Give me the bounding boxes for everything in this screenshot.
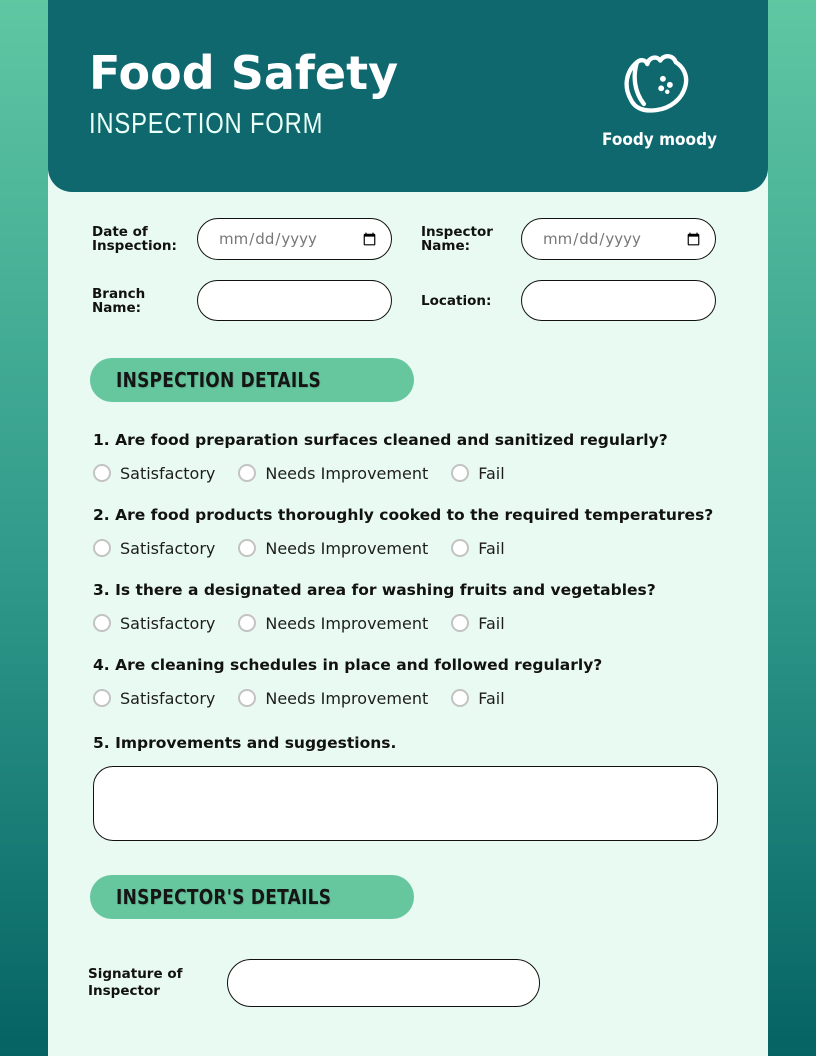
option-fail[interactable]: [451, 464, 504, 483]
section-inspectors-details: [90, 875, 414, 919]
option-fail[interactable]: [451, 689, 504, 708]
option-satisfactory[interactable]: [93, 689, 215, 708]
option-needs-improvement[interactable]: [238, 689, 428, 708]
option-label: Needs Improvement: [265, 538, 429, 558]
inspector-name-label: Inspector Name:: [421, 224, 493, 254]
option-needs-improvement[interactable]: [238, 539, 428, 558]
form-content: [48, 192, 768, 1056]
question-1-text: 1. Are food preparation surfaces cleaned and sanitized regularly?: [93, 431, 668, 449]
question-2-text: 2. Are food products thoroughly cooked to the required temperatures?: [93, 506, 714, 524]
radio-needs-improvement[interactable]: [238, 614, 256, 632]
question-5-text: 5. Improvements and suggestions.: [93, 734, 397, 752]
radio-fail[interactable]: [451, 539, 469, 557]
option-label: Satisfactory: [120, 538, 216, 558]
improvements-textarea[interactable]: [93, 766, 718, 841]
radio-fail[interactable]: [451, 614, 469, 632]
option-label: Needs Improvement: [265, 463, 429, 483]
meta-row-1: [92, 218, 768, 260]
option-fail[interactable]: [451, 614, 504, 633]
taco-icon: [617, 40, 695, 128]
option-satisfactory[interactable]: [93, 464, 215, 483]
question-1: [93, 431, 718, 483]
radio-needs-improvement[interactable]: [238, 539, 256, 557]
signature-input[interactable]: [227, 959, 540, 1007]
option-fail[interactable]: [451, 539, 504, 558]
radio-satisfactory[interactable]: [93, 539, 111, 557]
option-label: Fail: [478, 688, 505, 708]
option-label: Satisfactory: [120, 613, 216, 633]
option-needs-improvement[interactable]: [238, 464, 428, 483]
radio-fail[interactable]: [451, 689, 469, 707]
question-1-options: [93, 463, 718, 483]
question-4: [93, 656, 718, 708]
question-2: [93, 506, 718, 558]
option-label: Satisfactory: [120, 688, 216, 708]
question-2-options: [93, 538, 718, 558]
date-of-inspection-label: Date of Inspection:: [92, 224, 177, 254]
radio-satisfactory[interactable]: [93, 614, 111, 632]
option-label: Fail: [478, 538, 505, 558]
question-3-text: 3. Is there a designated area for washing fruits and vegetables?: [93, 581, 656, 599]
signature-row: [88, 959, 768, 1007]
meta-row-2: [92, 280, 768, 321]
section-inspectors-details-title: INSPECTOR'S DETAILS: [116, 885, 332, 909]
option-label: Needs Improvement: [265, 688, 429, 708]
location-input[interactable]: [521, 280, 716, 321]
option-label: Needs Improvement: [265, 613, 429, 633]
section-inspection-details: [90, 358, 414, 402]
branch-name-label: Branch Name:: [92, 285, 146, 316]
radio-needs-improvement[interactable]: [238, 689, 256, 707]
option-needs-improvement[interactable]: [238, 614, 428, 633]
option-label: Satisfactory: [120, 463, 216, 483]
location-label: Location:: [421, 292, 492, 309]
option-satisfactory[interactable]: [93, 539, 215, 558]
option-label: Fail: [478, 613, 505, 633]
question-3: [93, 581, 718, 633]
question-3-options: [93, 613, 718, 633]
option-label: Fail: [478, 463, 505, 483]
branch-name-input[interactable]: [197, 280, 392, 321]
radio-satisfactory[interactable]: [93, 464, 111, 482]
inspector-name-input[interactable]: [521, 218, 716, 260]
option-satisfactory[interactable]: [93, 614, 215, 633]
brand-name: Foody moody: [602, 130, 718, 150]
radio-needs-improvement[interactable]: [238, 464, 256, 482]
question-4-text: 4. Are cleaning schedules in place and followed regularly?: [93, 656, 603, 674]
page-title: Food Safety: [89, 46, 399, 100]
date-of-inspection-input[interactable]: [197, 218, 392, 260]
question-4-options: [93, 688, 718, 708]
radio-fail[interactable]: [451, 464, 469, 482]
signature-label: Signature of Inspector: [88, 966, 183, 999]
page-subtitle: INSPECTION FORM: [89, 108, 324, 140]
form-header: [48, 0, 768, 192]
section-inspection-details-title: INSPECTION DETAILS: [116, 368, 322, 392]
brand-logo: [596, 40, 716, 150]
radio-satisfactory[interactable]: [93, 689, 111, 707]
